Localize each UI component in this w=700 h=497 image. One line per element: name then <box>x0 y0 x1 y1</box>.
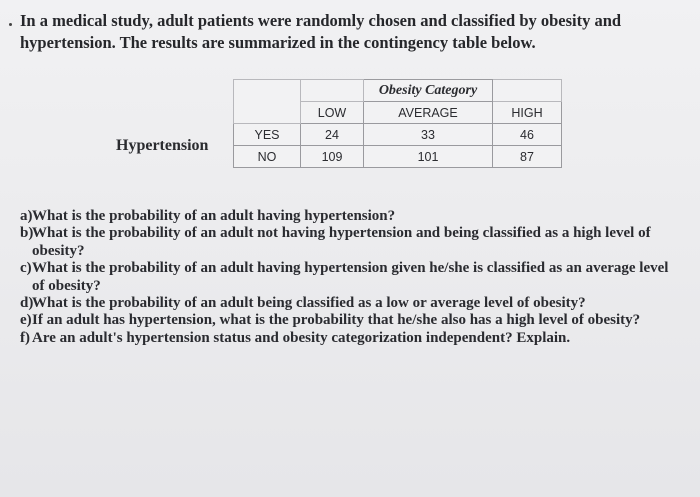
table-row <box>234 146 562 168</box>
question-label: c) <box>20 260 32 277</box>
question-label: d) <box>20 295 34 312</box>
column-group-header: Obesity Category <box>364 80 493 102</box>
table-cell: 109 <box>301 146 364 168</box>
table-corner-cell <box>234 80 301 124</box>
list-item <box>20 260 682 295</box>
column-header-high: HIGH <box>493 102 562 124</box>
question-text: What is the probability of an adult having hypertension given he/she is classified as an average level of obesity? <box>32 260 669 294</box>
row-label-no: NO <box>234 146 301 168</box>
row-header-hypertension: Hypertension <box>116 137 209 154</box>
bullet-mark <box>9 23 12 26</box>
question-text: What is the probability of an adult having hypertension? <box>32 208 396 224</box>
table-cell: 101 <box>364 146 493 168</box>
column-header-low: LOW <box>301 102 364 124</box>
list-item <box>20 295 682 312</box>
table-cell: 87 <box>493 146 562 168</box>
question-text: What is the probability of an adult not having hypertension and being classified as a high level of obesity? <box>32 225 651 259</box>
list-item <box>20 225 682 260</box>
list-item <box>20 312 682 329</box>
contingency-table <box>233 79 562 168</box>
table-row <box>234 124 562 146</box>
question-list <box>20 208 682 347</box>
question-label: e) <box>20 312 32 329</box>
table-cell: 33 <box>364 124 493 146</box>
list-item <box>20 329 682 347</box>
problem-intro: In a medical study, adult patients were randomly chosen and classified by obesity and hypertension. The results are summarized in the contingency table below. <box>20 11 622 52</box>
list-item <box>20 208 682 225</box>
row-label-yes: YES <box>234 124 301 146</box>
table-blank-cell <box>301 80 364 102</box>
table-cell: 46 <box>493 124 562 146</box>
question-label: b) <box>20 225 34 242</box>
table-cell: 24 <box>301 124 364 146</box>
table-blank-cell <box>493 80 562 102</box>
table-header-row-1 <box>234 80 562 102</box>
question-text: Are an adult's hypertension status and obesity categorization independent? Explain. <box>32 329 571 346</box>
column-header-average: AVERAGE <box>364 102 493 124</box>
question-label: a) <box>20 208 33 224</box>
question-text: If an adult has hypertension, what is the probability that he/she also has a high level of obesity? <box>32 312 641 329</box>
question-text: What is the probability of an adult being classified as a low or average level of obesity? <box>32 295 586 312</box>
question-label: f) <box>20 329 30 346</box>
